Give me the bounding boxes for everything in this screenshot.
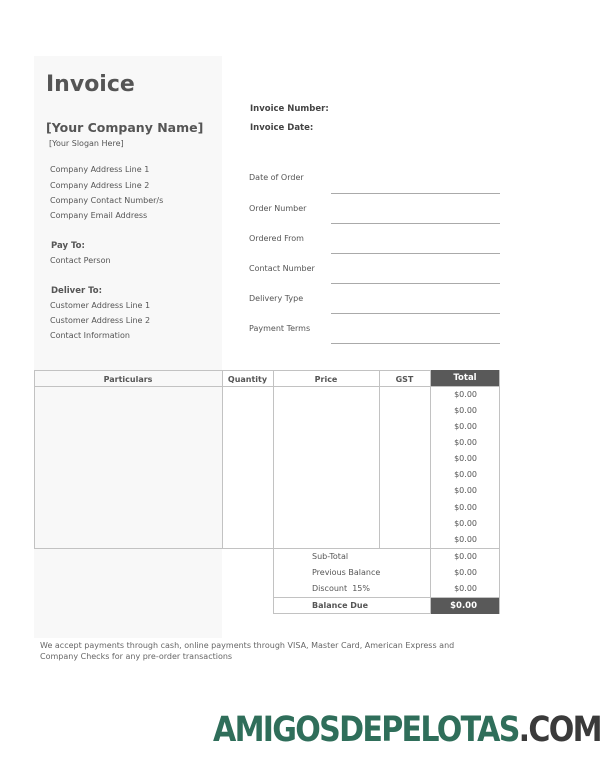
invoice-title: Invoice (46, 72, 135, 97)
previous-balance-label: Previous Balance (312, 568, 381, 577)
row-total: $0.00 (454, 535, 477, 544)
payment-terms-line[interactable] (331, 343, 500, 344)
row-total: $0.00 (454, 438, 477, 447)
discount-label (312, 583, 370, 595)
watermark-logo (213, 710, 601, 750)
company-address-line-1: Company Address Line 1 (50, 165, 150, 174)
contact-number-line[interactable] (331, 283, 500, 284)
subtotal-value: $0.00 (454, 552, 477, 561)
watermark-text: AMIGOSDEPELOTAS (213, 710, 519, 750)
company-address-line-2: Company Address Line 2 (50, 181, 150, 190)
table-divider (273, 370, 274, 549)
column-header-particulars: Particulars (103, 375, 153, 384)
invoice-date-label: Invoice Date: (250, 123, 314, 133)
payment-terms-label: Payment Terms (249, 324, 311, 333)
table-divider (379, 370, 380, 549)
delivery-type-line[interactable] (331, 313, 500, 314)
watermark-domain: .COM (518, 710, 601, 750)
row-total: $0.00 (454, 519, 477, 528)
company-contact-number: Company Contact Number/s (50, 196, 164, 205)
deliver-to-contact: Contact Information (50, 331, 130, 340)
balance-due-label: Balance Due (312, 601, 369, 610)
deliver-to-label: Deliver To: (51, 286, 103, 296)
ordered-from-line[interactable] (331, 253, 500, 254)
row-total: $0.00 (454, 454, 477, 463)
payment-note: We accept payments through cash, online payments through VISA, Master Card, American Express and Company Checks for any pre-order transactions (40, 641, 455, 661)
order-number-line[interactable] (331, 223, 500, 224)
date-of-order-line[interactable] (331, 193, 500, 194)
subtotal-label: Sub-Total (312, 552, 349, 561)
invoice-number-label: Invoice Number: (250, 104, 329, 114)
company-email: Company Email Address (50, 211, 148, 220)
row-total: $0.00 (454, 406, 477, 415)
column-header-price: Price (314, 375, 338, 384)
discount-text: Discount (312, 584, 348, 593)
row-total: $0.00 (454, 503, 477, 512)
contact-number-label: Contact Number (249, 264, 315, 273)
table-divider (222, 370, 223, 549)
column-header-gst: GST (395, 375, 414, 384)
order-number-label: Order Number (249, 204, 307, 213)
row-total: $0.00 (454, 486, 477, 495)
deliver-to-line-1: Customer Address Line 1 (50, 301, 151, 310)
pay-to-contact: Contact Person (50, 256, 111, 265)
discount-value: $0.00 (454, 584, 477, 593)
column-header-quantity: Quantity (227, 375, 268, 384)
row-total: $0.00 (454, 422, 477, 431)
previous-balance-value: $0.00 (454, 568, 477, 577)
date-of-order-label: Date of Order (249, 173, 304, 182)
company-name: [Your Company Name] (46, 120, 204, 135)
discount-rate: 15% (352, 584, 370, 593)
row-total: $0.00 (454, 470, 477, 479)
delivery-type-label: Delivery Type (249, 294, 304, 303)
column-header-total: Total (431, 370, 499, 386)
deliver-to-line-2: Customer Address Line 2 (50, 316, 151, 325)
ordered-from-label: Ordered From (249, 234, 304, 243)
row-total: $0.00 (454, 390, 477, 399)
company-slogan: [Your Slogan Here] (49, 139, 124, 148)
balance-due-value: $0.00 (450, 601, 477, 611)
pay-to-label: Pay To: (51, 241, 85, 251)
